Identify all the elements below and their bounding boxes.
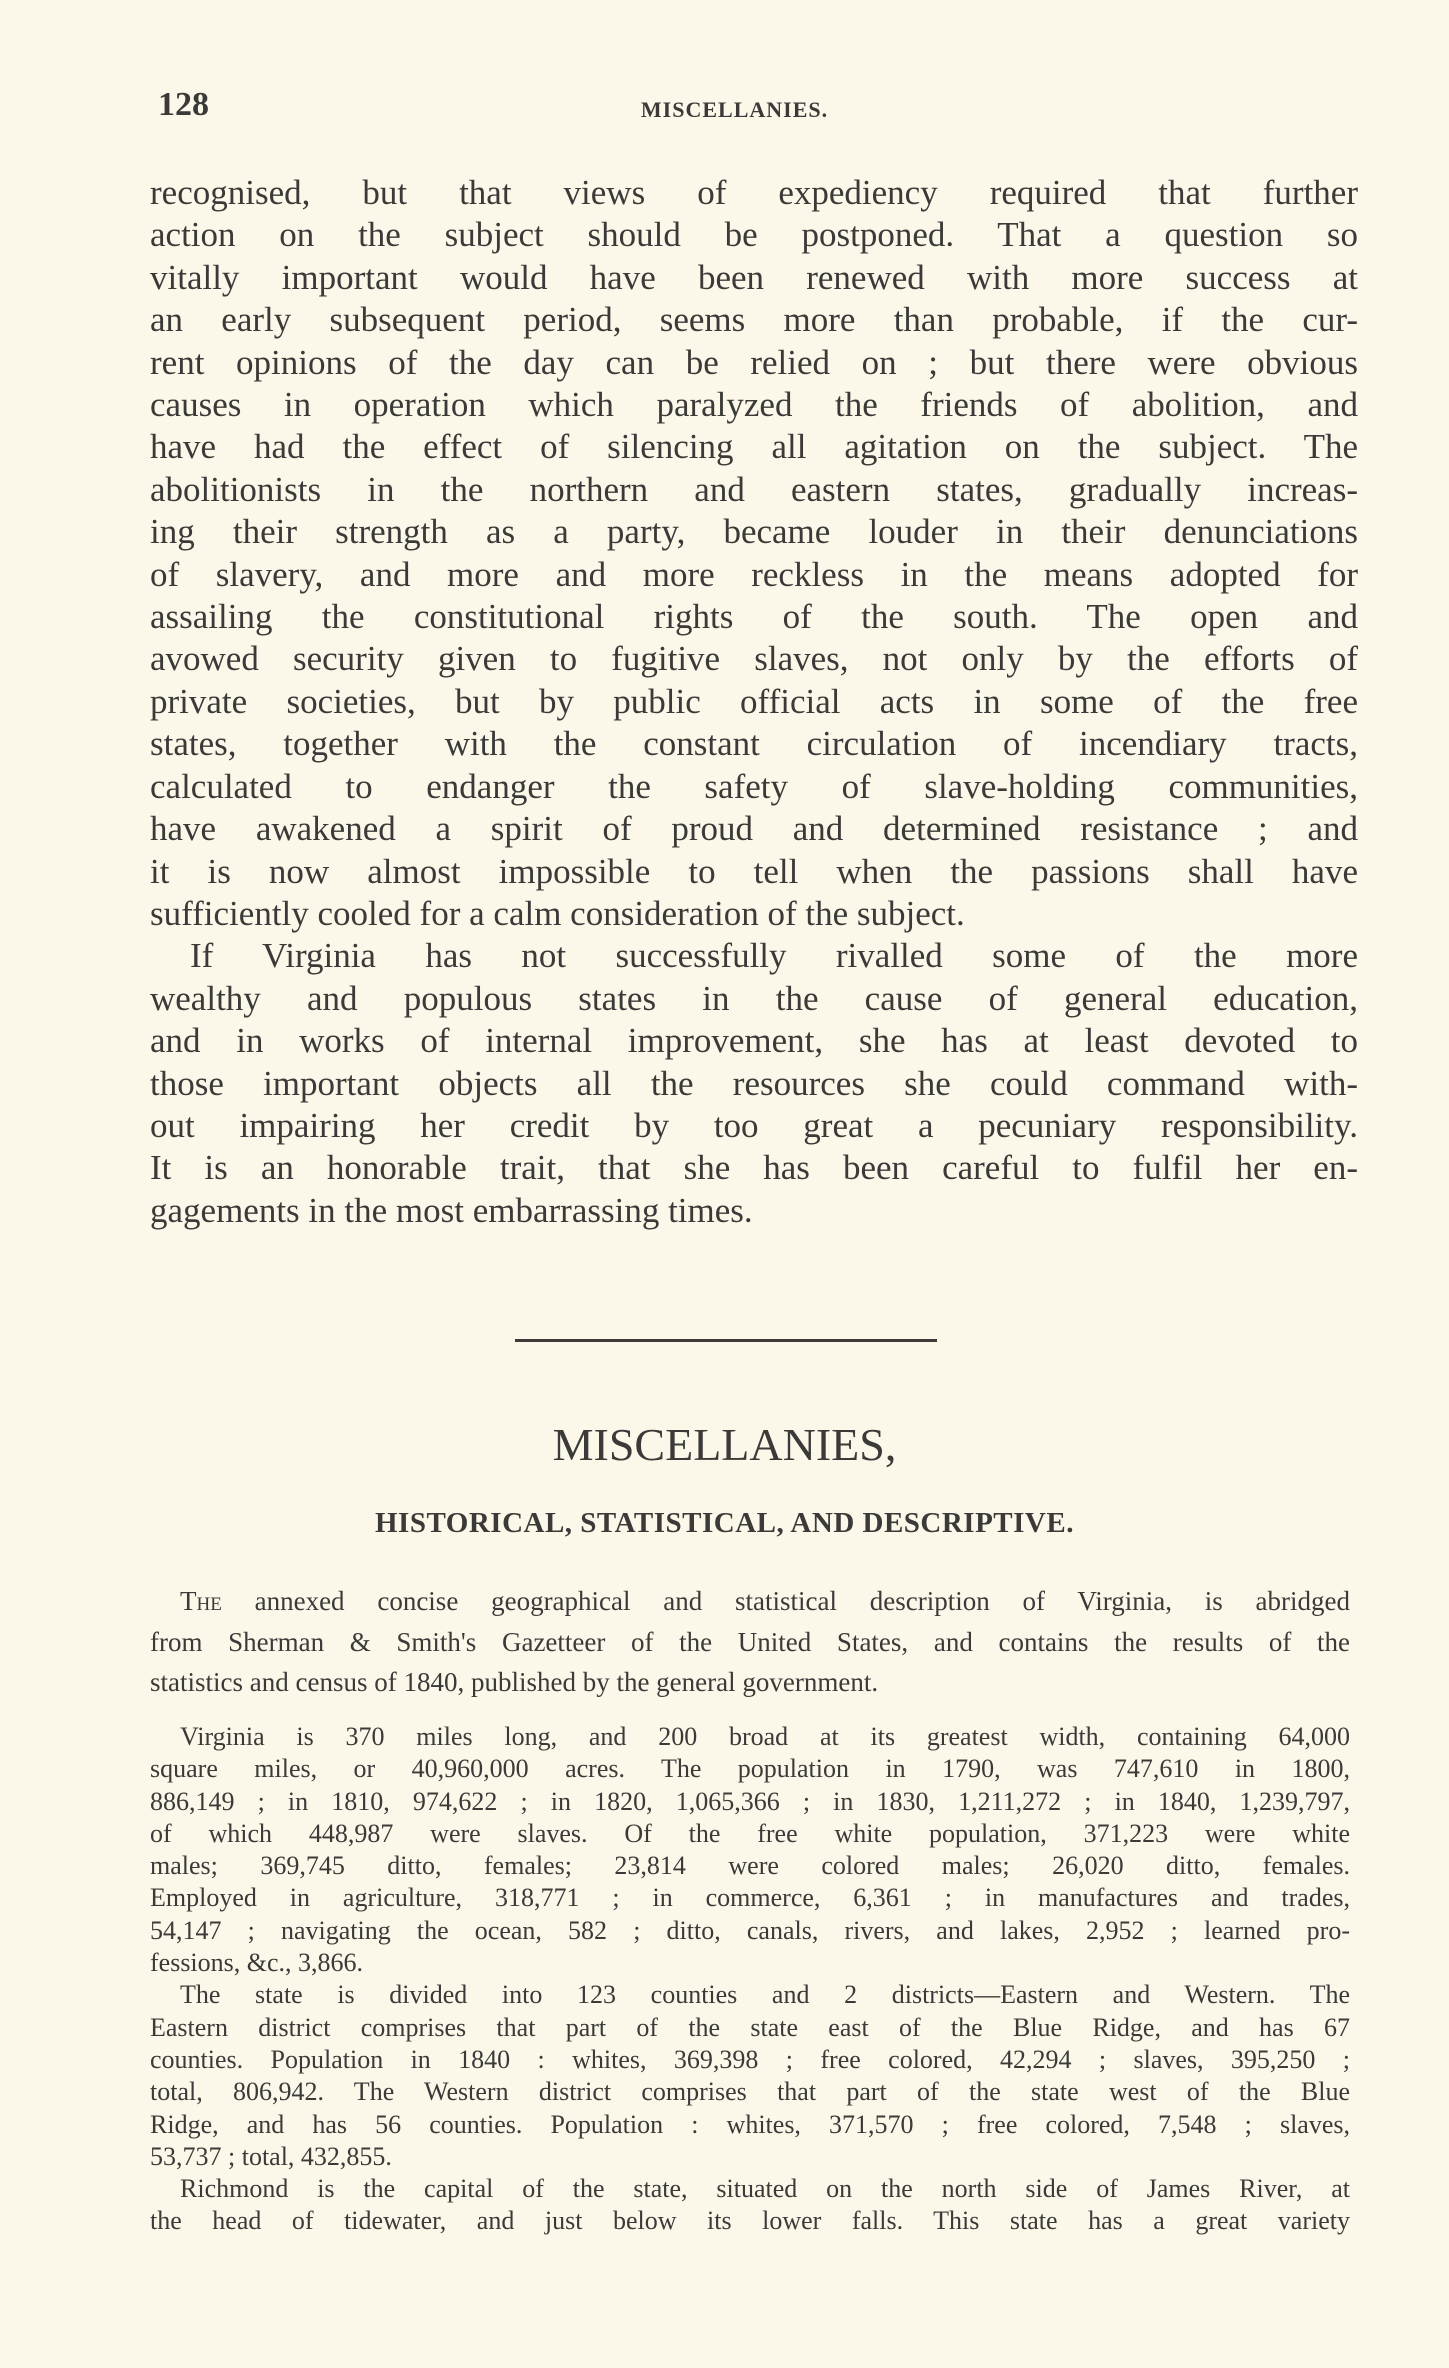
- text-line: states, together with the constant circulation of incendiary tracts,: [150, 724, 1358, 764]
- text-line: Richmond is the capital of the state, situated on the north side of James River, at: [180, 2174, 1350, 2204]
- section-title: MISCELLANIES,: [552, 1419, 897, 1470]
- line-text: annexed concise geographical and statistical description of Virginia, is abridged: [221, 1586, 1350, 1616]
- text-line: statistics and census of 1840, published by the general government.: [150, 1667, 879, 1697]
- text-line: it is now almost impossible to tell when the passions shall have: [150, 851, 1358, 891]
- text-line: those important objects all the resources she could command with-: [150, 1063, 1358, 1103]
- text-line: fessions, &c., 3,866.: [150, 1948, 364, 1978]
- text-line: calculated to endanger the safety of slave-holding communities,: [150, 766, 1358, 806]
- text-line: [150, 1581, 1350, 1622]
- lead-word: The: [180, 1586, 222, 1616]
- intro-paragraph: [150, 1581, 1350, 1703]
- page-number: 128: [158, 86, 209, 123]
- text-line: Virginia is 370 miles long, and 200 broad at its greatest width, containing 64,000: [180, 1722, 1350, 1751]
- text-line: wealthy and populous states in the cause of general education,: [150, 978, 1358, 1018]
- text-line: of which 448,987 were slaves. Of the free white population, 371,223 were white: [150, 1818, 1350, 1848]
- text-line: causes in operation which paralyzed the friends of abolition, and: [150, 385, 1358, 425]
- text-line: counties. Population in 1840 : whites, 369,398 ; free colored, 42,294 ; slaves, 395,250 ;: [150, 2044, 1350, 2074]
- text-line: and in works of internal improvement, she has at least devoted to: [150, 1021, 1358, 1061]
- text-line: males; 369,745 ditto, females; 23,814 were colored males; 26,020 ditto, females.: [150, 1851, 1350, 1881]
- text-line: of slavery, and more and more reckless in the means adopted for: [150, 554, 1358, 594]
- text-line: 886,149 ; in 1810, 974,622 ; in 1820, 1,065,366 ; in 1830, 1,211,272 ; in 1840, 1,239,797,: [150, 1786, 1350, 1816]
- text-line: The state is divided into 123 counties and 2 districts—Eastern and Western. The: [180, 1980, 1350, 2010]
- text-line: gagements in the most embarrassing times.: [150, 1190, 753, 1230]
- text-line: abolitionists in the northern and eastern states, gradually increas-: [150, 469, 1358, 509]
- text-line: assailing the constitutional rights of the south. The open and: [150, 597, 1358, 637]
- text-line: have awakened a spirit of proud and determined resistance ; and: [150, 809, 1358, 849]
- text-line: If Virginia has not successfully rivalled some of the more: [190, 936, 1358, 976]
- text-line: square miles, or 40,960,000 acres. The population in 1790, was 747,610 in 1800,: [150, 1754, 1350, 1784]
- text-line: have had the effect of silencing all agitation on the subject. The: [150, 427, 1358, 467]
- running-head: MISCELLANIES.: [640, 97, 829, 122]
- text-line: 54,147 ; navigating the ocean, 582 ; ditto, canals, rivers, and lakes, 2,952 ; learned pro-: [150, 1915, 1350, 1945]
- body-text: [150, 172, 1358, 1232]
- text-line: total, 806,942. The Western district comprises that part of the state west of the Blue: [150, 2077, 1350, 2107]
- text-line: sufficiently cooled for a calm consideration of the subject.: [150, 893, 965, 933]
- text-line: from Sherman & Smith's Gazetteer of the United States, and contains the results of the: [150, 1626, 1350, 1657]
- section-subtitle: HISTORICAL, STATISTICAL, AND DESCRIPTIVE.: [375, 1507, 1074, 1539]
- text-line: private societies, but by public official acts in some of the free: [150, 681, 1358, 721]
- text-line: It is an honorable trait, that she has been careful to fulfil her en-: [150, 1148, 1358, 1188]
- statistics-text: [150, 1721, 1350, 2238]
- text-line: 53,737 ; total, 432,855.: [150, 2141, 392, 2171]
- text-line: Eastern district comprises that part of the state east of the Blue Ridge, and has 67: [150, 2012, 1350, 2042]
- text-line: the head of tidewater, and just below its lower falls. This state has a great variety: [150, 2206, 1350, 2236]
- text-line: avowed security given to fugitive slaves, not only by the efforts of: [150, 639, 1358, 679]
- section-divider: [515, 1339, 937, 1342]
- text-line: out impairing her credit by too great a pecuniary responsibility.: [150, 1105, 1358, 1145]
- text-line: an early subsequent period, seems more than probable, if the cur-: [150, 300, 1358, 340]
- text-line: rent opinions of the day can be relied on ; but there were obvious: [150, 342, 1358, 382]
- text-line: recognised, but that views of expediency required that further: [150, 173, 1358, 212]
- text-line: Ridge, and has 56 counties. Population : whites, 371,570 ; free colored, 7,548 ; slaves,: [150, 2109, 1350, 2139]
- text-line: vitally important would have been renewed with more success at: [150, 257, 1358, 297]
- text-line: action on the subject should be postponed. That a question so: [150, 215, 1358, 255]
- text-line: ing their strength as a party, became louder in their denunciations: [150, 512, 1358, 552]
- text-line: Employed in agriculture, 318,771 ; in commerce, 6,361 ; in manufactures and trades,: [150, 1883, 1350, 1913]
